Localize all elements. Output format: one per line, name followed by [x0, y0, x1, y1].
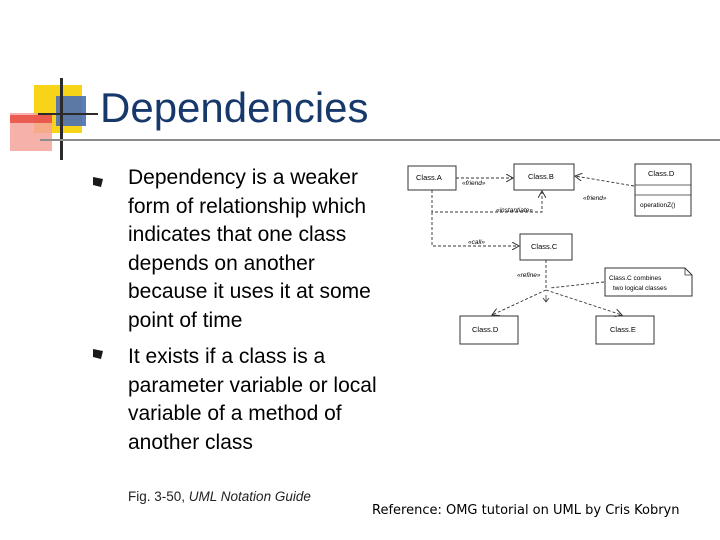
- operation-label: operationZ(): [640, 202, 676, 209]
- note-box: [605, 268, 692, 296]
- caption-prefix: Fig. 3-50,: [128, 489, 189, 504]
- stereotype-friend-2: «friend»: [583, 195, 607, 202]
- class-box-d-bottom: [460, 316, 518, 344]
- class-label-d-top: Class.D: [648, 169, 675, 178]
- class-box-b: [514, 164, 574, 190]
- decorative-vertical-line: [60, 78, 63, 160]
- class-box-e: [596, 316, 654, 344]
- reference-text: Reference: OMG tutorial on UML by Cris Kobryn: [372, 503, 680, 518]
- dependency-arrow-refine-d: [492, 290, 546, 315]
- stereotype-instantiate: «instantiate»: [496, 207, 533, 214]
- note-line-2: two logical classes: [613, 285, 667, 292]
- stereotype-refine: «refine»: [517, 272, 541, 279]
- slide-title: Dependencies: [100, 84, 369, 131]
- class-box-d-top: [635, 164, 691, 216]
- class-label-e: Class.E: [610, 325, 636, 334]
- class-label-b: Class.B: [528, 172, 554, 181]
- note-line-1: Class.C combines: [609, 275, 662, 282]
- decorative-red-bar: [10, 115, 52, 123]
- title-underline: [40, 139, 720, 141]
- class-label-d-bottom: Class.D: [472, 325, 499, 334]
- class-box-a: [408, 166, 456, 190]
- square-bullet-icon: [93, 177, 103, 187]
- fork-arrow-icon: [543, 295, 549, 302]
- class-box-c: [520, 234, 572, 260]
- decorative-horizontal-line: [38, 113, 98, 115]
- uml-dependency-diagram: [400, 150, 705, 350]
- stereotype-friend-1: «friend»: [462, 180, 486, 187]
- stereotype-call: «call»: [468, 239, 485, 246]
- square-bullet-icon: [93, 349, 103, 359]
- bullet-text-1: Dependency is a weaker form of relationship which indicates that one class depends on another because it uses it at some point of time: [128, 166, 371, 332]
- note-anchor-line: [550, 282, 604, 288]
- class-label-c: Class.C: [531, 242, 558, 251]
- dependency-arrow-friend-d-b: [575, 176, 634, 186]
- figure-caption: [128, 489, 311, 504]
- caption-source: UML Notation Guide: [188, 489, 311, 504]
- class-label-a: Class.A: [416, 173, 442, 182]
- bullet-text-2: It exists if a class is a parameter variable or local variable of a method of another class: [128, 345, 377, 454]
